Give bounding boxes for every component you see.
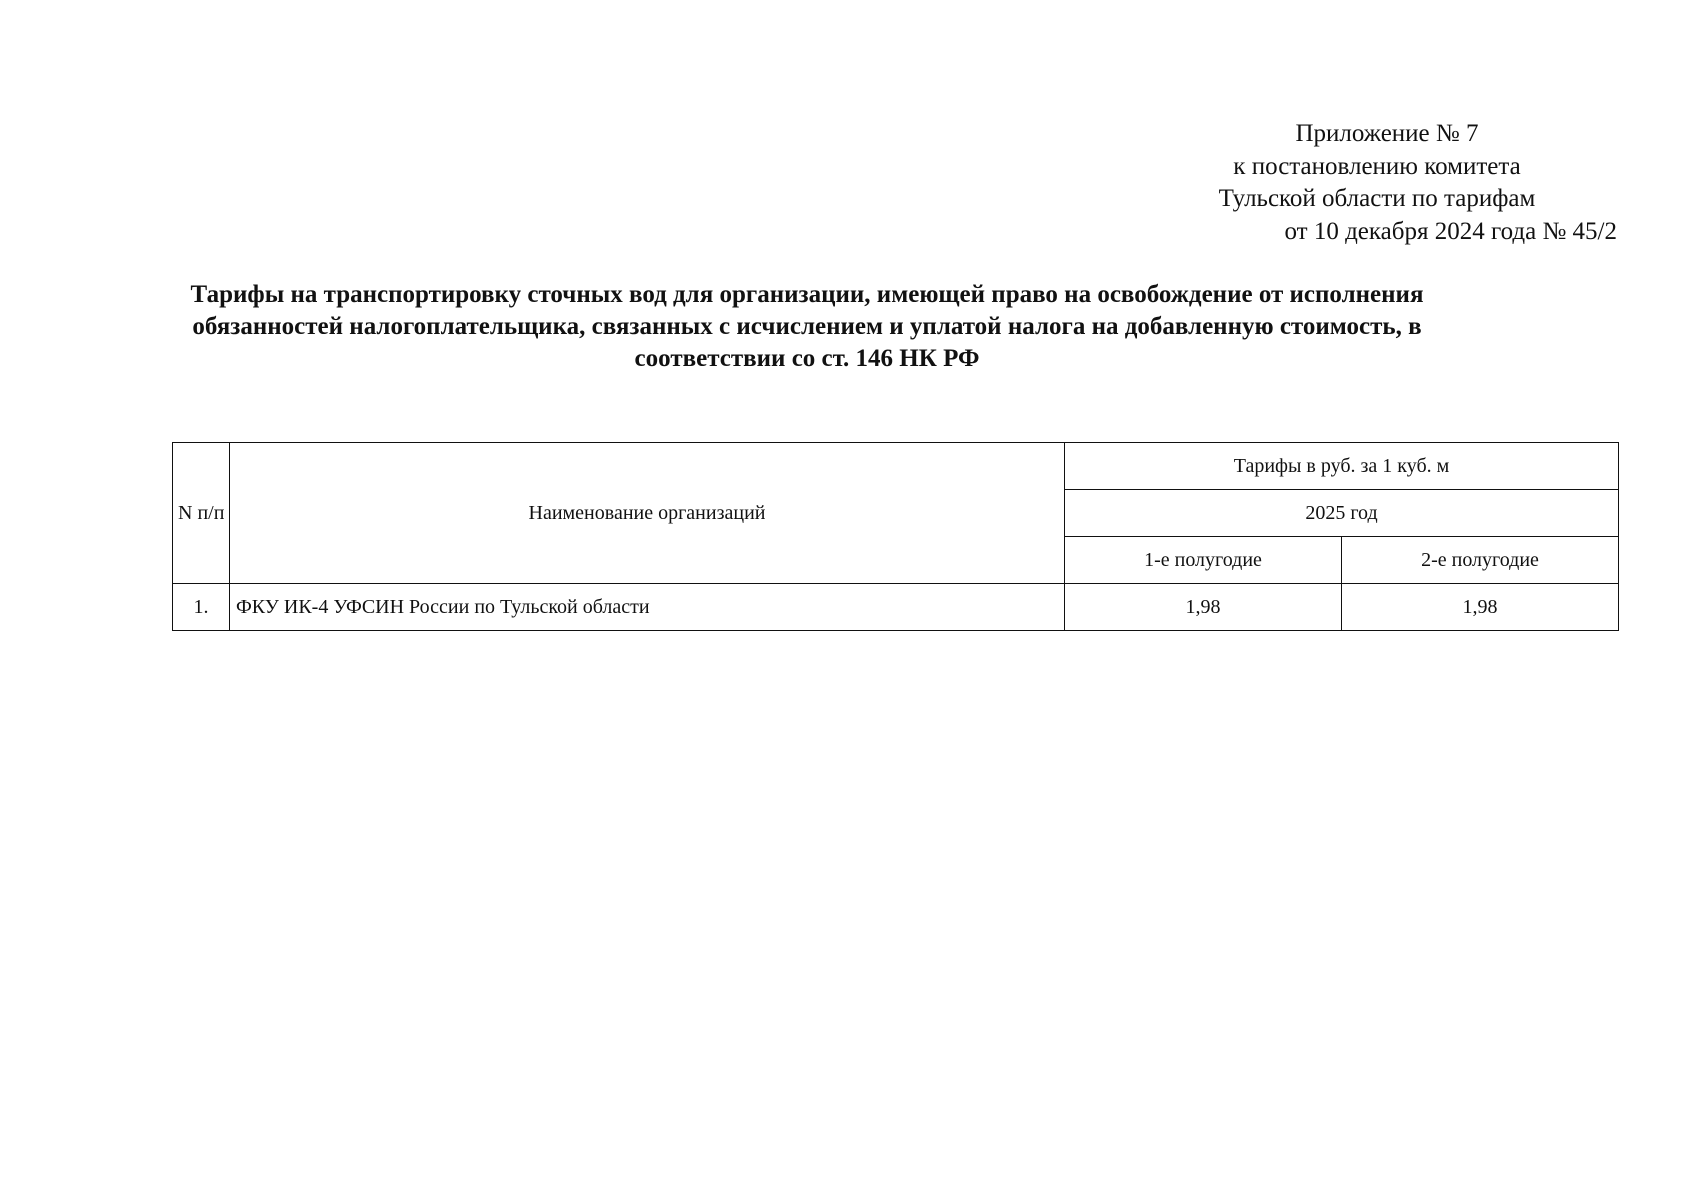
appendix-line: от 10 декабря 2024 года № 45/2: [1284, 217, 1617, 245]
header-half1: 1-е полугодие: [1065, 537, 1342, 584]
row-half2-tariff: 1,98: [1342, 584, 1619, 631]
appendix-note: [1057, 118, 1617, 248]
appendix-line: Приложение № 7: [1295, 120, 1479, 147]
tariff-table: [172, 442, 1619, 631]
header-tariffs: Тарифы в руб. за 1 куб. м: [1065, 443, 1619, 490]
header-row: [173, 443, 1619, 490]
row-org-name: ФКУ ИК-4 УФСИН России по Тульской области: [230, 584, 1065, 631]
header-number: N п/п: [173, 443, 230, 584]
header-half2: 2-е полугодие: [1342, 537, 1619, 584]
row-number: 1.: [173, 584, 230, 631]
header-year: 2025 год: [1065, 490, 1619, 537]
appendix-line: к постановлению комитета: [1233, 152, 1521, 180]
document-title: Тарифы на транспортировку сточных вод для организации, имеющей право на освобождение от исполнения обязанностей налогоплательщика, связанных с исчислением и уплатой налога на добавленную стоимость, в соответствии со ст. 146 НК РФ: [190, 281, 1424, 372]
table-row: [173, 584, 1619, 631]
appendix-line: Тульской области по тарифам: [1218, 185, 1536, 212]
header-name: Наименование организаций: [230, 443, 1065, 584]
row-half1-tariff: 1,98: [1065, 584, 1342, 631]
